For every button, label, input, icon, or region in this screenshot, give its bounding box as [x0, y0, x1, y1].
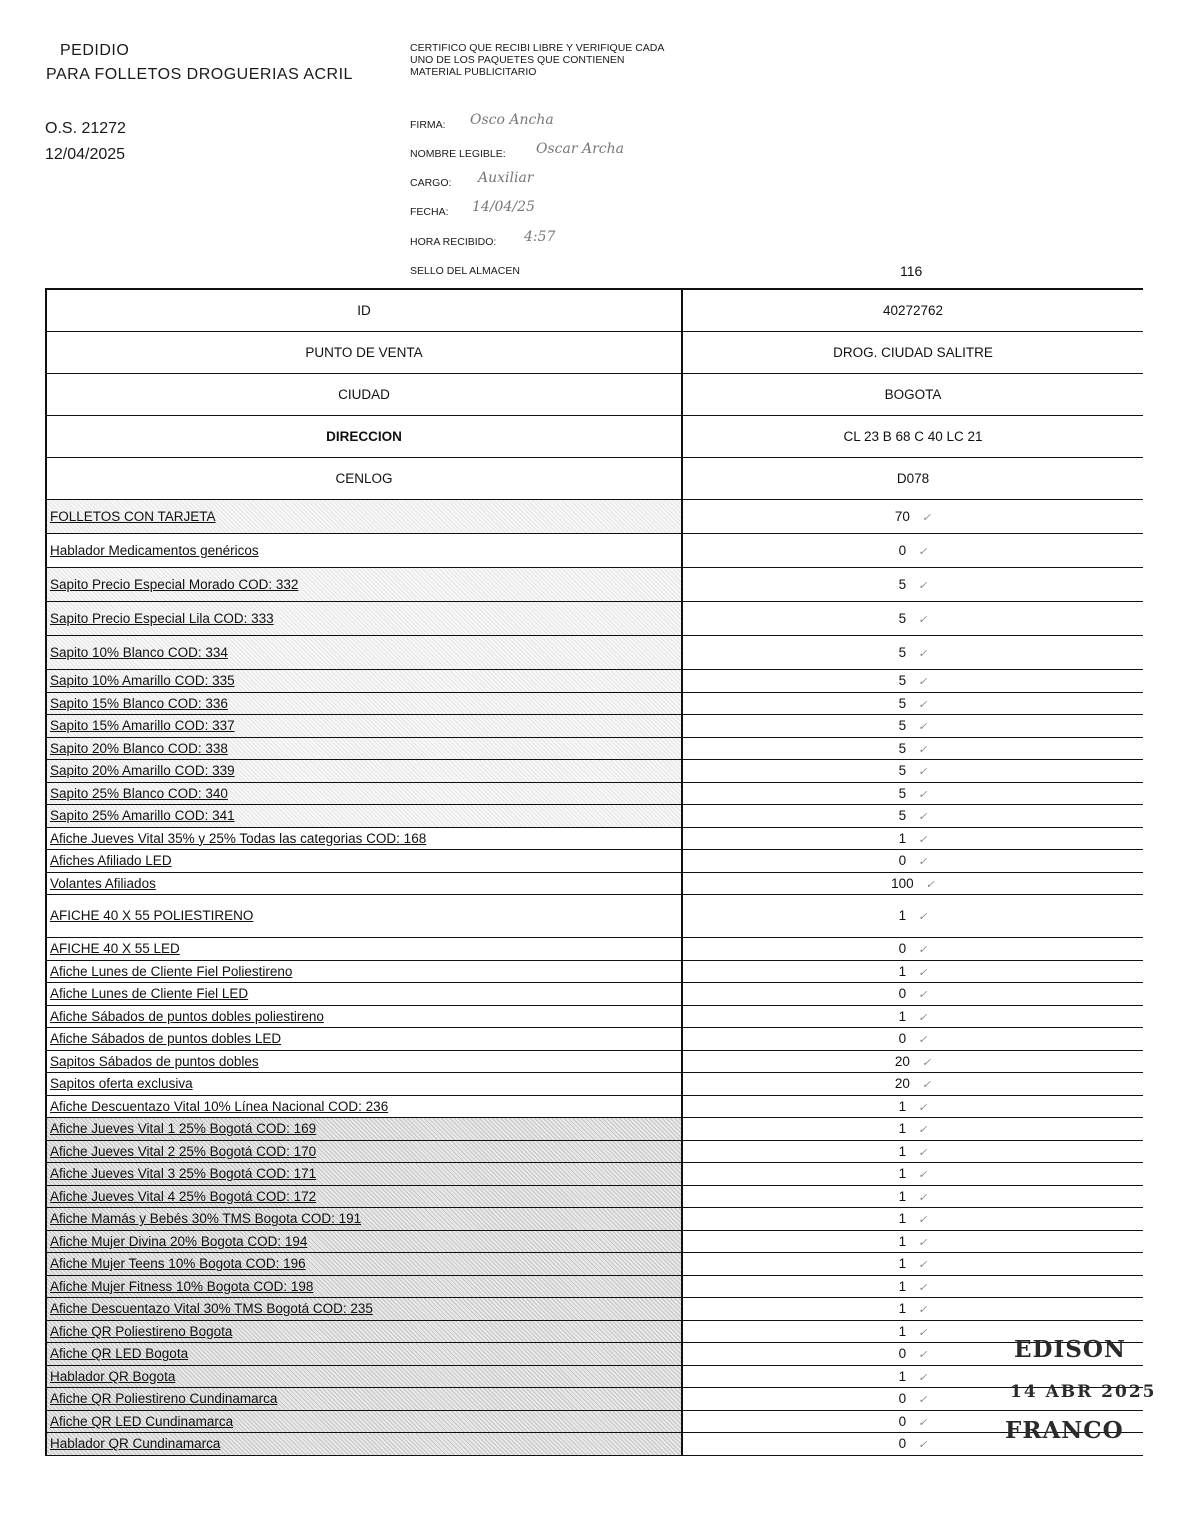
- item-row: [47, 895, 1143, 938]
- item-qty-cell: [682, 1005, 1143, 1028]
- item-qty-cell: [682, 1028, 1143, 1051]
- firma-row: [410, 119, 446, 131]
- item-qty: 5: [898, 763, 907, 779]
- check-mark-icon: ✓: [918, 966, 928, 979]
- item-label: Afiche QR LED Cundinamarca: [47, 1410, 682, 1433]
- item-qty: 1: [898, 1301, 907, 1317]
- check-mark-icon: ✓: [918, 1259, 928, 1272]
- item-qty: 100: [891, 875, 914, 891]
- info-row: [47, 290, 1143, 332]
- item-label: Afiche QR LED Bogota: [47, 1343, 682, 1366]
- item-qty: 5: [898, 808, 907, 824]
- info-row: [47, 332, 1143, 374]
- info-row: [47, 458, 1143, 500]
- item-label: Sapito 20% Blanco COD: 338: [47, 737, 682, 760]
- item-qty: 0: [898, 986, 907, 1002]
- item-row: [47, 1050, 1143, 1073]
- item-label: Hablador QR Bogota: [47, 1365, 682, 1388]
- item-row: [47, 760, 1143, 783]
- item-qty: 0: [898, 941, 907, 957]
- item-qty: 1: [898, 963, 907, 979]
- item-row: [47, 1343, 1143, 1366]
- info-label: DIRECCION: [47, 416, 682, 458]
- item-label: Afiche Descuentazo Vital 10% Línea Nacional COD: 236: [47, 1095, 682, 1118]
- item-qty: 20: [894, 1053, 910, 1069]
- info-section: [47, 290, 1143, 500]
- info-label: ID: [47, 290, 682, 332]
- item-row: [47, 534, 1143, 568]
- check-mark-icon: ✓: [918, 1281, 928, 1294]
- item-qty-cell: [682, 568, 1143, 602]
- check-mark-icon: ✓: [921, 1056, 932, 1069]
- item-row: [47, 1365, 1143, 1388]
- stamp-name: EDISON: [1014, 1336, 1126, 1363]
- fecha-row: [410, 206, 449, 218]
- item-qty: 1: [898, 1098, 907, 1114]
- check-mark-icon: ✓: [918, 856, 928, 869]
- item-row: [47, 1118, 1143, 1141]
- item-qty-cell: [682, 1298, 1143, 1321]
- check-mark-icon: ✓: [921, 1079, 932, 1092]
- item-label: Afiche Sábados de puntos dobles LED: [47, 1028, 682, 1051]
- item-label: AFICHE 40 X 55 LED: [47, 938, 682, 961]
- order-number: O.S. 21272: [45, 120, 126, 137]
- item-qty: 1: [898, 1323, 907, 1339]
- item-qty: 20: [894, 1076, 910, 1092]
- item-label: Sapito 25% Blanco COD: 340: [47, 782, 682, 805]
- item-row: [47, 827, 1143, 850]
- item-qty: 5: [898, 645, 907, 660]
- items-section: [47, 500, 1143, 1456]
- item-row: [47, 850, 1143, 873]
- item-qty: 0: [898, 1346, 907, 1362]
- check-mark-icon: ✓: [918, 788, 928, 801]
- item-qty-cell: [682, 983, 1143, 1006]
- item-qty-cell: [682, 1230, 1143, 1253]
- check-mark-icon: ✓: [918, 1394, 928, 1407]
- check-mark-icon: ✓: [918, 1124, 928, 1137]
- package-count: 116: [900, 263, 923, 279]
- info-row: [47, 374, 1143, 416]
- item-qty-cell: [682, 1253, 1143, 1276]
- item-label: Afiche Lunes de Cliente Fiel LED: [47, 983, 682, 1006]
- item-row: [47, 1073, 1143, 1096]
- item-qty-cell: [682, 1163, 1143, 1186]
- item-qty-cell: [682, 1118, 1143, 1141]
- item-row: [47, 1320, 1143, 1343]
- item-qty: 0: [898, 853, 907, 869]
- item-label: Afiche Mujer Divina 20% Bogota COD: 194: [47, 1230, 682, 1253]
- stamp-date: 14 ABR 2025: [1010, 1382, 1157, 1402]
- check-mark-icon: ✓: [918, 833, 928, 846]
- item-label: Volantes Afiliados: [47, 872, 682, 895]
- check-mark-icon: ✓: [918, 1034, 928, 1047]
- check-mark-icon: ✓: [918, 1304, 928, 1317]
- item-qty: 1: [898, 1233, 907, 1249]
- item-row: [47, 500, 1143, 534]
- item-row: [47, 1028, 1143, 1051]
- item-label: Afiche Lunes de Cliente Fiel Poliestireno: [47, 960, 682, 983]
- item-qty-cell: [682, 1050, 1143, 1073]
- item-label: Sapito 25% Amarillo COD: 341: [47, 805, 682, 828]
- item-qty-cell: [682, 1275, 1143, 1298]
- firma-label: FIRMA:: [410, 119, 446, 131]
- item-row: [47, 737, 1143, 760]
- item-label: Afiche Mujer Fitness 10% Bogota COD: 198: [47, 1275, 682, 1298]
- item-qty: 0: [898, 1436, 907, 1452]
- hora-signature: 4:57: [524, 229, 556, 245]
- item-qty-cell: [682, 1208, 1143, 1231]
- item-qty-cell: [682, 1073, 1143, 1096]
- item-row: [47, 782, 1143, 805]
- check-mark-icon: ✓: [918, 721, 928, 734]
- check-mark-icon: ✓: [918, 989, 928, 1002]
- item-qty-cell: [682, 670, 1143, 693]
- check-mark-icon: ✓: [925, 878, 935, 891]
- item-label: Sapitos Sábados de puntos dobles: [47, 1050, 682, 1073]
- item-qty: 1: [898, 1166, 907, 1182]
- item-qty-cell: [682, 827, 1143, 850]
- check-mark-icon: ✓: [918, 648, 928, 660]
- item-row: [47, 1208, 1143, 1231]
- item-row: [47, 1253, 1143, 1276]
- item-qty: 1: [898, 1211, 907, 1227]
- header-title-line2: PARA FOLLETOS DROGUERIAS ACRIL: [46, 66, 353, 83]
- item-label: Afiches Afiliado LED: [47, 850, 682, 873]
- check-mark-icon: ✓: [918, 1011, 928, 1024]
- item-qty: 5: [898, 785, 907, 801]
- check-mark-icon: ✓: [918, 546, 928, 558]
- item-row: [47, 1298, 1143, 1321]
- item-qty-cell: [682, 1140, 1143, 1163]
- item-label: Hablador Medicamentos genéricos: [47, 534, 682, 568]
- item-row: [47, 670, 1143, 693]
- item-qty-cell: [682, 636, 1143, 670]
- nombre-signature: Oscar Archa: [536, 141, 624, 157]
- check-mark-icon: ✓: [918, 1146, 928, 1159]
- check-mark-icon: ✓: [918, 1371, 928, 1384]
- item-qty: 5: [898, 718, 907, 734]
- item-row: [47, 1163, 1143, 1186]
- item-qty-cell: [682, 692, 1143, 715]
- item-row: [47, 1185, 1143, 1208]
- item-row: [47, 1095, 1143, 1118]
- item-label: Afiche Sábados de puntos dobles poliestireno: [47, 1005, 682, 1028]
- item-qty: 1: [898, 1188, 907, 1204]
- item-label: Sapito 15% Blanco COD: 336: [47, 692, 682, 715]
- item-row: [47, 602, 1143, 636]
- item-row: [47, 1275, 1143, 1298]
- item-label: Sapitos oferta exclusiva: [47, 1073, 682, 1096]
- item-label: Sapito Precio Especial Lila COD: 333: [47, 602, 682, 636]
- item-row: [47, 715, 1143, 738]
- item-qty: 5: [898, 577, 907, 592]
- check-mark-icon: ✓: [918, 1349, 928, 1362]
- item-qty: 0: [898, 1413, 907, 1429]
- item-row: [47, 692, 1143, 715]
- info-label: CIUDAD: [47, 374, 682, 416]
- check-mark-icon: ✓: [918, 580, 928, 592]
- item-label: Afiche Mujer Teens 10% Bogota COD: 196: [47, 1253, 682, 1276]
- item-row: [47, 1433, 1143, 1456]
- item-row: [47, 938, 1143, 961]
- item-row: [47, 1005, 1143, 1028]
- item-row: [47, 805, 1143, 828]
- check-mark-icon: ✓: [918, 743, 928, 756]
- item-qty-cell: [682, 760, 1143, 783]
- check-mark-icon: ✓: [918, 1101, 928, 1114]
- item-row: [47, 983, 1143, 1006]
- item-qty: 1: [898, 1143, 907, 1159]
- info-label: CENLOG: [47, 458, 682, 500]
- info-row: [47, 416, 1143, 458]
- item-label: Afiche Jueves Vital 1 25% Bogotá COD: 169: [47, 1118, 682, 1141]
- item-qty-cell: [682, 850, 1143, 873]
- item-row: [47, 636, 1143, 670]
- hora-label: HORA RECIBIDO:: [410, 236, 497, 248]
- item-qty: 1: [898, 1121, 907, 1137]
- item-label: Sapito 20% Amarillo COD: 339: [47, 760, 682, 783]
- order-table: [47, 290, 1143, 1456]
- check-mark-icon: ✓: [918, 811, 928, 824]
- item-label: Sapito Precio Especial Morado COD: 332: [47, 568, 682, 602]
- cargo-label: CARGO:: [410, 177, 452, 189]
- item-qty: 5: [898, 673, 907, 689]
- nombre-label: NOMBRE LEGIBLE:: [410, 148, 506, 160]
- item-label: Hablador QR Cundinamarca: [47, 1433, 682, 1456]
- fecha-label: FECHA:: [410, 206, 449, 218]
- item-label: Sapito 10% Blanco COD: 334: [47, 636, 682, 670]
- info-value: D078: [682, 458, 1143, 500]
- check-mark-icon: ✓: [918, 1326, 928, 1339]
- item-qty-cell: [682, 737, 1143, 760]
- item-row: [47, 872, 1143, 895]
- item-qty: 70: [894, 509, 910, 524]
- cargo-signature: Auxiliar: [478, 170, 534, 186]
- check-mark-icon: ✓: [918, 944, 928, 957]
- item-label: FOLLETOS CON TARJETA: [47, 500, 682, 534]
- info-value: DROG. CIUDAD SALITRE: [682, 332, 1143, 374]
- item-label: Sapito 15% Amarillo COD: 337: [47, 715, 682, 738]
- item-label: Afiche Jueves Vital 2 25% Bogotá COD: 170: [47, 1140, 682, 1163]
- item-qty: 1: [898, 907, 907, 923]
- item-qty-cell: [682, 1095, 1143, 1118]
- order-sheet: [45, 288, 1143, 1456]
- check-mark-icon: ✓: [918, 1191, 928, 1204]
- check-mark-icon: ✓: [918, 1439, 928, 1452]
- item-qty: 1: [898, 1008, 907, 1024]
- item-qty: 5: [898, 695, 907, 711]
- stamp-surname: FRANCO: [1005, 1417, 1124, 1444]
- item-qty: 0: [898, 1031, 907, 1047]
- item-qty-cell: [682, 715, 1143, 738]
- item-qty: 0: [898, 1391, 907, 1407]
- fecha-value: 14/04/25: [472, 199, 535, 215]
- item-label: Afiche Jueves Vital 35% y 25% Todas las categorias COD: 168: [47, 827, 682, 850]
- item-label: Sapito 10% Amarillo COD: 335: [47, 670, 682, 693]
- item-qty-cell: [682, 895, 1143, 938]
- hora-row: [410, 236, 496, 248]
- item-row: [47, 568, 1143, 602]
- item-qty: 1: [898, 1278, 907, 1294]
- item-qty-cell: [682, 1185, 1143, 1208]
- item-row: [47, 960, 1143, 983]
- header-title-line1: PEDIDIO: [60, 42, 130, 59]
- item-qty-cell: [682, 938, 1143, 961]
- item-label: Afiche Descuentazo Vital 30% TMS Bogotá COD: 235: [47, 1298, 682, 1321]
- item-qty: 1: [898, 830, 907, 846]
- item-label: Afiche Jueves Vital 4 25% Bogotá COD: 172: [47, 1185, 682, 1208]
- item-qty: 1: [898, 1256, 907, 1272]
- info-value: 40272762: [682, 290, 1143, 332]
- item-label: Afiche QR Poliestireno Cundinamarca: [47, 1388, 682, 1411]
- check-mark-icon: ✓: [918, 766, 928, 779]
- info-label: PUNTO DE VENTA: [47, 332, 682, 374]
- item-label: Afiche Jueves Vital 3 25% Bogotá COD: 171: [47, 1163, 682, 1186]
- info-value: CL 23 B 68 C 40 LC 21: [682, 416, 1143, 458]
- cargo-row: [410, 177, 451, 189]
- check-mark-icon: ✓: [918, 698, 928, 711]
- check-mark-icon: ✓: [918, 1169, 928, 1182]
- info-value: BOGOTA: [682, 374, 1143, 416]
- item-row: [47, 1410, 1143, 1433]
- check-mark-icon: ✓: [918, 1214, 928, 1227]
- item-qty-cell: [682, 782, 1143, 805]
- check-mark-icon: ✓: [918, 676, 928, 689]
- sello-label: SELLO DEL ALMACEN: [410, 265, 520, 277]
- firma-signature: Osco Ancha: [470, 112, 554, 128]
- item-label: AFICHE 40 X 55 POLIESTIRENO: [47, 895, 682, 938]
- item-qty-cell: [682, 960, 1143, 983]
- item-label: Afiche QR Poliestireno Bogota: [47, 1320, 682, 1343]
- item-row: [47, 1388, 1143, 1411]
- check-mark-icon: ✓: [918, 614, 928, 626]
- item-qty-cell: [682, 534, 1143, 568]
- item-qty: 5: [898, 740, 907, 756]
- item-qty-cell: [682, 872, 1143, 895]
- item-qty: 1: [898, 1368, 907, 1384]
- item-row: [47, 1140, 1143, 1163]
- sello-row: [410, 265, 520, 277]
- check-mark-icon: ✓: [918, 910, 928, 923]
- item-row: [47, 1230, 1143, 1253]
- check-mark-icon: ✓: [918, 1416, 928, 1429]
- nombre-row: [410, 148, 506, 160]
- check-mark-icon: ✓: [921, 512, 932, 524]
- item-qty-cell: [682, 500, 1143, 534]
- item-qty: 0: [898, 543, 907, 558]
- item-qty-cell: [682, 805, 1143, 828]
- item-label: Afiche Mamás y Bebés 30% TMS Bogota COD: 191: [47, 1208, 682, 1231]
- item-qty: 5: [898, 611, 907, 626]
- item-qty-cell: [682, 602, 1143, 636]
- order-date: 12/04/2025: [45, 146, 126, 163]
- check-mark-icon: ✓: [918, 1236, 928, 1249]
- certificate-text: CERTIFICO QUE RECIBI LIBRE Y VERIFIQUE CADA UNO DE LOS PAQUETES QUE CONTIENEN MATERIAL PUBLICITARIO: [410, 42, 664, 78]
